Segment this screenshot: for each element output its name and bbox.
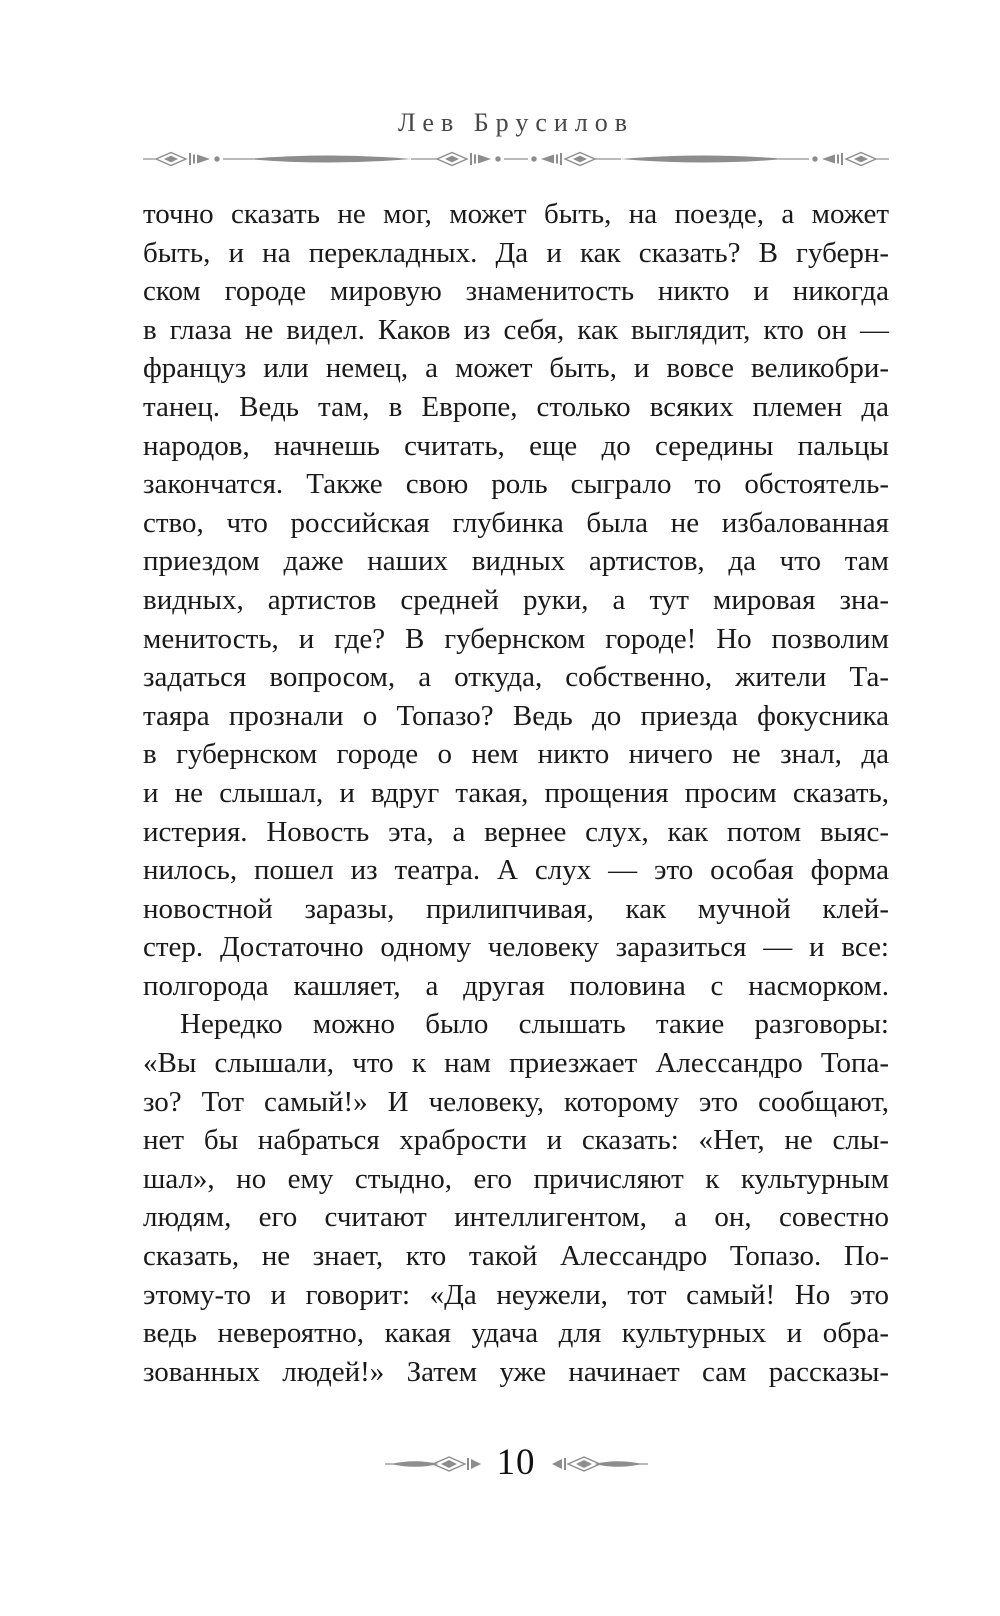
page-number: 10: [496, 1442, 536, 1484]
footer-ornament-right-icon: [552, 1453, 648, 1475]
text-line: шал», но ему стыдно, его причисляют к культурным: [143, 1162, 889, 1195]
text-line: полгорода кашляет, а другая половина с насморком.: [143, 969, 889, 1002]
text-line: ском городе мировую знаменитость никто и никогда: [143, 275, 889, 308]
text-line: зованных людей!» Затем уже начинает сам рассказы-: [143, 1355, 889, 1388]
text-line: Нередко можно было слышать такие разговоры:: [180, 1008, 889, 1041]
text-line: нилось, пошел из театра. А слух — это особая форма: [143, 854, 889, 887]
text-line: закончатся. Также свою роль сыграло то обстоятель-: [143, 468, 889, 501]
text-line: и не слышал, и вдруг такая, прощения просим сказать,: [143, 776, 889, 809]
text-line: зо? Тот самый!» И человеку, которому это сообщают,: [143, 1085, 889, 1118]
page-footer: [143, 1443, 889, 1484]
footer-ornament-left-icon: [385, 1453, 481, 1475]
body-text: [143, 195, 889, 1391]
text-line: «Вы слышали, что к нам приезжает Алессандро Топа-: [143, 1047, 889, 1080]
text-line: танец. Ведь там, в Европе, столько всяких племен да: [143, 390, 889, 423]
text-line: приездом даже наших видных артистов, да что там: [143, 545, 889, 578]
text-line: народов, начнешь считать, еще до середины пальцы: [143, 429, 889, 462]
text-line: ство, что российская глубинка была не избалованная: [143, 506, 889, 539]
running-head-author: Лев Брусилов: [397, 108, 635, 137]
text-line: менитость, и где? В губернском городе! Но позволим: [143, 622, 889, 655]
text-line: ведь невероятно, какая удача для культурных и обра-: [143, 1317, 889, 1350]
text-line: истерия. Новость эта, а вернее слух, как потом выяс-: [143, 815, 889, 848]
text-line: француз или немец, а может быть, и вовсе великобри-: [143, 352, 889, 385]
text-line: нет бы набраться храбрости и сказать: «Нет, не слы-: [143, 1124, 889, 1157]
text-line: быть, и на перекладных. Да и как сказать? В губерн-: [143, 236, 889, 269]
text-line: задаться вопросом, а откуда, собственно, жители Та-: [143, 661, 889, 694]
text-line: этому-то и говорит: «Да неужели, тот самый! Но это: [143, 1278, 889, 1311]
text-line: видных, артистов средней руки, а тут мировая зна-: [143, 583, 889, 616]
text-line: в глаза не видел. Каков из себя, как выглядит, кто он —: [143, 313, 889, 346]
text-line: в губернском городе о нем никто ничего не знал, да: [143, 738, 889, 771]
text-line: точно сказать не мог, может быть, на поезде, а может: [143, 198, 889, 230]
text-line: сказать, не знает, кто такой Алессандро Топазо. По-: [143, 1240, 889, 1273]
text-line: людям, его считают интеллигентом, а он, совестно: [143, 1201, 889, 1234]
header-ornament-divider-icon: [143, 149, 889, 169]
text-line: стер. Достаточно одному человеку заразиться — и все:: [143, 931, 889, 964]
text-line: таяра прознали о Топазо? Ведь до приезда фокусника: [143, 699, 889, 732]
text-line: новостной заразы, прилипчивая, как мучной клей-: [143, 892, 889, 925]
